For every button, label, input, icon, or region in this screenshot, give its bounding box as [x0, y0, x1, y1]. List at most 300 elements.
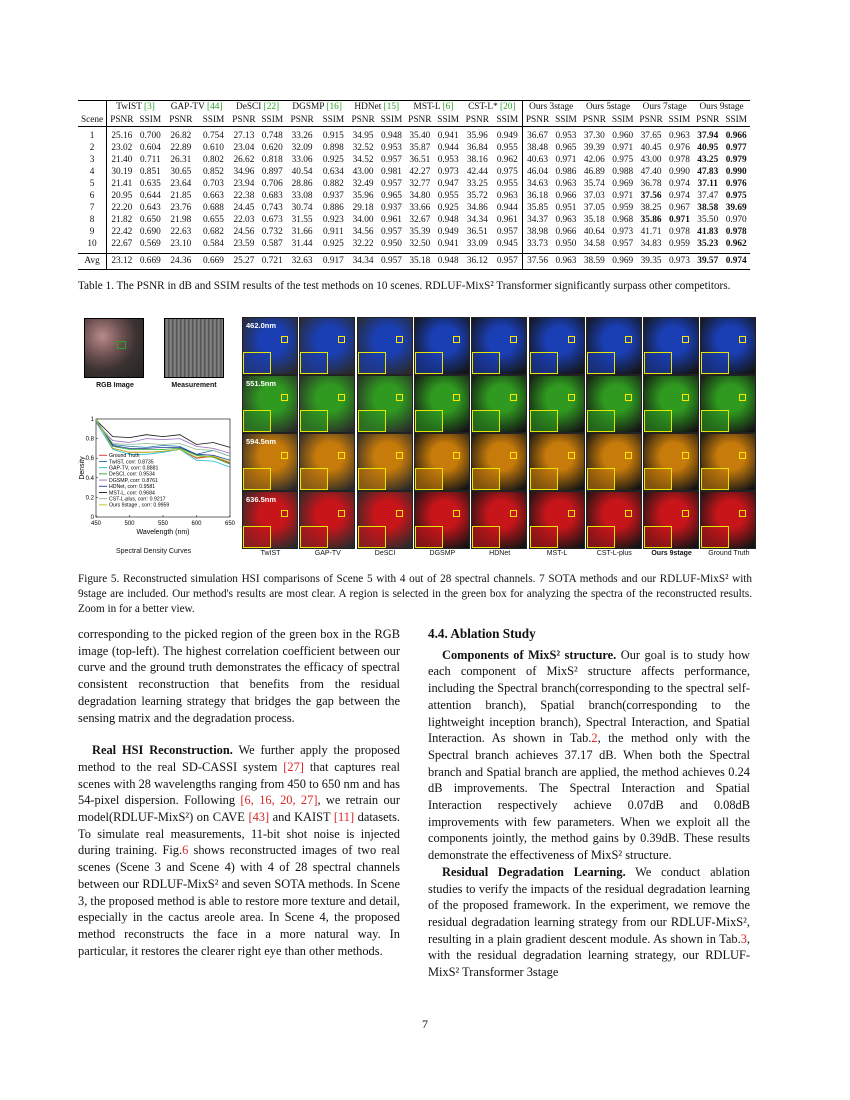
table-cell: 35.86 [640, 214, 662, 225]
table-row [78, 203, 750, 215]
zoom-inset [530, 410, 558, 432]
table-cell: 0.963 [493, 191, 523, 203]
series-line [96, 423, 230, 453]
table-cell: 47.40 [640, 166, 662, 177]
table-cell: 23.59 [233, 238, 255, 249]
region-box [510, 394, 517, 401]
table-cell: 0.711 [140, 154, 161, 165]
zoom-inset [472, 410, 500, 432]
table-cell: 38.25 [640, 202, 662, 213]
right-paragraph-1 [428, 647, 750, 864]
table-cell: 0.898 [322, 142, 344, 153]
scene-cell: 2 [78, 143, 107, 155]
table-row [78, 155, 750, 167]
table-cell: 46.89 [583, 166, 605, 177]
band-label: 551.5nm [246, 379, 277, 388]
x-tick-label: 600 [191, 521, 202, 527]
citation-link[interactable]: [22] [261, 102, 280, 113]
zoom-inset [644, 526, 672, 548]
region-box [453, 336, 460, 343]
table-cell: 46.04 [527, 166, 548, 177]
table-cell: 0.986 [555, 166, 577, 177]
table-cell: 34.63 [527, 178, 548, 189]
table-cell: 0.970 [725, 214, 747, 225]
table-cell: 0.988 [612, 166, 634, 177]
table-link[interactable]: 2 [591, 731, 598, 746]
table-cell: 34.34 [466, 214, 488, 225]
table-cell: 0.953 [437, 154, 459, 165]
table-cell: 0.971 [612, 142, 634, 153]
table-cell: 0.818 [261, 154, 283, 165]
table-cell: 22.67 [111, 238, 133, 249]
reconstruction-image [471, 491, 527, 549]
left-column [78, 626, 400, 959]
table-cell: 0.978 [725, 226, 747, 237]
avg-cell: 38.59 [580, 254, 609, 270]
reconstruction-image [643, 317, 699, 375]
table-cell: 38.48 [527, 142, 548, 153]
legend-entry: MST-L, corr: 0.9684 [109, 490, 155, 497]
table-cell: 34.37 [527, 214, 548, 225]
table-cell: 0.975 [493, 167, 523, 179]
table-cell: 0.569 [139, 238, 161, 249]
table-cell: 38.98 [527, 226, 548, 237]
scene-cell: 9 [78, 227, 107, 239]
method-name: CST-L* [468, 102, 498, 113]
text-span: , the method only with the Spectral branch achieves 37.17 dB. When both the Spectral branch and Spatial branch are applied, the method achieves 0.24 dB improvements. The Spectral Interaction and Spatial Interaction respectively achieve 0.07dB and 0.08dB improvements with few parameters. When we exploit all the components jointly, the method gains by 0.39dB. These results demonstrate the effectiveness of MixS² structure. [428, 731, 750, 863]
table-cell: 0.968 [612, 214, 634, 225]
avg-cell: 0.973 [666, 254, 693, 270]
table-cell: 32.50 [409, 238, 431, 249]
zoom-inset [300, 410, 328, 432]
citation-link[interactable]: [43] [248, 810, 270, 825]
table-cell: 22.89 [170, 142, 192, 153]
citation-link[interactable]: [20] [497, 102, 516, 113]
table-cell: 0.976 [668, 142, 690, 153]
legend-entry: Ours 9stage , corr: 0.9959 [109, 502, 170, 509]
avg-cell: 0.957 [493, 254, 523, 270]
table-cell: 0.620 [261, 142, 283, 153]
region-box [453, 394, 460, 401]
table-cell: 41.71 [640, 226, 662, 237]
table-cell: 0.961 [493, 215, 523, 227]
zoom-inset [243, 410, 271, 432]
zoom-inset [587, 468, 615, 490]
table-cell: 43.00 [352, 166, 374, 177]
psnr-header: PSNR [405, 115, 434, 127]
ssim-header: SSIM [609, 115, 636, 127]
zoom-inset [644, 352, 672, 374]
table-cell: 0.965 [380, 190, 402, 201]
x-axis-label: Wavelength (nm) [136, 529, 190, 536]
scene-cell: 7 [78, 203, 107, 215]
table-cell: 43.25 [697, 154, 719, 165]
psnr-header: PSNR [522, 115, 552, 127]
table-cell: 36.51 [466, 226, 488, 237]
method-name: HDNet [354, 102, 382, 113]
table-cell: 35.50 [697, 214, 719, 225]
table-cell: 33.25 [466, 178, 488, 189]
table-cell: 29.18 [352, 202, 374, 213]
psnr-header: PSNR [348, 115, 377, 127]
table-cell: 0.978 [668, 154, 690, 165]
region-box [739, 336, 746, 343]
reconstruction-image [299, 433, 355, 491]
table-cell: 0.948 [380, 131, 402, 142]
table-cell: 0.851 [139, 166, 161, 177]
table-cell: 37.11 [697, 178, 718, 189]
reconstruction-image [586, 317, 642, 375]
zoom-inset [358, 526, 386, 548]
table-row [78, 239, 750, 254]
region-box [510, 510, 517, 517]
table-cell: 23.10 [170, 238, 192, 249]
table-cell: 0.966 [725, 131, 747, 142]
zoom-inset [358, 410, 386, 432]
table-cell: 0.950 [555, 238, 577, 249]
reconstruction-image [357, 491, 413, 549]
method-label: HDNet [489, 550, 511, 557]
method-label: MST-L [546, 550, 568, 557]
legend-entry: TwIST, corr: 0.8735 [109, 459, 154, 466]
zoom-inset [243, 352, 271, 374]
region-box [739, 510, 746, 517]
band-row [242, 491, 758, 551]
table-cell: 39.69 [725, 202, 747, 213]
table-cell: 32.77 [409, 178, 431, 189]
table-cell: 37.03 [583, 190, 605, 201]
table-cell: 21.98 [170, 214, 192, 225]
table-cell: 42.06 [583, 154, 605, 165]
table-cell: 0.981 [380, 166, 402, 177]
table-cell: 24.56 [233, 226, 255, 237]
figure-link[interactable]: 6 [182, 843, 189, 858]
legend-entry: GAP-TV, corr: 0.8881 [109, 465, 159, 472]
method-label: GAP-TV [314, 550, 341, 557]
citation-link[interactable]: [27] [283, 759, 304, 774]
table-link[interactable]: 3 [740, 931, 747, 946]
table-cell: 37.30 [583, 131, 605, 142]
zoom-inset [472, 468, 500, 490]
table-cell: 22.20 [111, 202, 133, 213]
reconstruction-image [643, 491, 699, 549]
table-cell: 30.74 [291, 202, 313, 213]
region-box [453, 510, 460, 517]
table-cell: 34.83 [640, 238, 662, 249]
table-cell: 40.64 [583, 226, 605, 237]
region-box [568, 336, 575, 343]
method-label: DeSCI [374, 550, 396, 557]
table-cell: 40.54 [291, 166, 313, 177]
left-paragraph-1: corresponding to the picked region of the green box in the RGB image (top-left). The highest correlation coefficient between our curve and the ground truth demonstrates the efficacy of spectral consistent reconstruction that benefits from the residual degradation learning strategy that bridges the gap between the sensing matrix and the degradation process. [78, 627, 400, 725]
table-cell: 41.83 [697, 226, 719, 237]
method-header [229, 101, 286, 115]
table-cell: 35.74 [583, 178, 605, 189]
reconstruction-image [643, 433, 699, 491]
table-cell: 47.83 [697, 166, 719, 177]
reconstruction-image [700, 433, 756, 491]
citation-link[interactable]: [6, 16, 20, 27] [240, 793, 318, 808]
method-header [636, 101, 693, 115]
table-cell: 0.990 [725, 166, 747, 177]
citation-link[interactable]: [6] [440, 102, 454, 113]
method-header [693, 101, 750, 115]
table-cell: 0.955 [493, 143, 523, 155]
region-box [396, 336, 403, 343]
reconstruction-image [414, 491, 470, 549]
avg-cell: 23.12 [107, 254, 137, 270]
region-box [739, 452, 746, 459]
table-cell: 0.959 [668, 238, 690, 249]
citation-link[interactable]: [15] [381, 102, 400, 113]
avg-cell: 0.957 [378, 254, 405, 270]
reconstruction-image [529, 433, 585, 491]
zoom-inset [415, 468, 443, 490]
table-cell: 0.673 [261, 214, 283, 225]
psnr-header: PSNR [580, 115, 609, 127]
citation-link[interactable]: [44] [204, 102, 223, 113]
table-cell: 21.85 [170, 190, 192, 201]
table-cell: 0.852 [203, 166, 224, 177]
method-name: GAP-TV [170, 102, 205, 113]
table-cell: 0.957 [380, 178, 402, 189]
table-cell: 0.925 [322, 238, 344, 249]
table-cell: 0.732 [261, 226, 283, 237]
table-cell: 0.604 [139, 142, 161, 153]
table-cell: 0.971 [555, 154, 577, 165]
table-cell: 0.941 [437, 131, 459, 142]
table-cell: 37.47 [697, 190, 719, 201]
avg-cell: 36.12 [462, 254, 493, 270]
reconstruction-image [242, 375, 298, 433]
method-name: DGSMP [292, 102, 325, 113]
table-cell: 37.65 [640, 131, 662, 142]
legend-entry: DeSCI, corr: 0.9534 [109, 471, 155, 478]
region-box [568, 394, 575, 401]
table-cell: 0.925 [437, 202, 459, 213]
reconstruction-image [299, 491, 355, 549]
green-region-box [117, 341, 126, 349]
table-cell: 40.45 [640, 142, 662, 153]
region-box [281, 510, 288, 517]
text-span: that captures real scenes with 28 wavelengths ranging from 450 to 650 nm and has 54-pixel dispersion. Following [78, 759, 400, 808]
reconstruction-image [242, 433, 298, 491]
table-cell: 33.06 [291, 154, 313, 165]
table-cell: 0.953 [555, 131, 577, 142]
table-row [78, 143, 750, 155]
region-box [453, 452, 460, 459]
zoom-inset [530, 352, 558, 374]
zoom-inset [472, 352, 500, 374]
right-column [428, 626, 750, 981]
table-cell: 0.973 [437, 166, 459, 177]
header-corner [78, 101, 107, 115]
avg-cell: 35.18 [405, 254, 434, 270]
real-hsi-heading: Real HSI Reconstruction. [92, 743, 233, 758]
table-cell: 0.802 [203, 154, 224, 165]
zoom-inset [701, 526, 729, 548]
method-label: Ours 9stage [651, 550, 692, 557]
ssim-header: SSIM [318, 115, 348, 127]
table-cell: 0.945 [493, 239, 523, 254]
table-cell: 25.16 [111, 131, 133, 142]
table-cell: 0.634 [322, 166, 344, 177]
table-cell: 36.51 [409, 154, 431, 165]
avg-cell: 0.974 [722, 254, 750, 270]
scene-cell: 4 [78, 167, 107, 179]
text-span: and KAIST [269, 810, 334, 825]
table-header-methods [78, 101, 750, 115]
header-scene: Scene [78, 115, 107, 127]
y-tick-label: 0 [90, 515, 94, 521]
left-paragraph-2 [78, 742, 400, 959]
table-cell: 0.976 [725, 178, 747, 189]
table-cell: 0.955 [493, 179, 523, 191]
band-label: 636.5nm [246, 495, 277, 504]
table-row [78, 127, 750, 143]
table-cell: 34.00 [352, 214, 374, 225]
table-cell: 37.05 [583, 202, 605, 213]
reconstruction-image [357, 375, 413, 433]
method-header [580, 101, 637, 115]
table-cell: 31.55 [291, 214, 313, 225]
y-axis-label: Density [79, 456, 86, 480]
table-cell: 0.587 [261, 238, 283, 249]
table-cell: 35.18 [583, 214, 605, 225]
table-cell: 38.16 [466, 154, 488, 165]
reconstruction-image [529, 375, 585, 433]
region-box [739, 394, 746, 401]
table-cell: 34.56 [352, 226, 374, 237]
ssim-header: SSIM [198, 115, 230, 127]
table-cell: 32.49 [352, 178, 374, 189]
table-cell: 0.961 [380, 214, 402, 225]
y-tick-label: 0.2 [85, 495, 94, 502]
table-cell: 31.44 [291, 238, 313, 249]
legend-entry: Ground Truth [109, 453, 140, 460]
x-tick-label: 450 [90, 521, 102, 527]
region-box [396, 394, 403, 401]
table-cell: 0.957 [493, 227, 523, 239]
zoom-inset [358, 352, 386, 374]
zoom-inset [701, 468, 729, 490]
avg-cell: 39.35 [636, 254, 665, 270]
table-cell: 0.688 [203, 202, 224, 213]
method-header [522, 101, 579, 115]
table-cell: 0.963 [668, 131, 690, 142]
table-cell: 24.45 [233, 202, 255, 213]
table-cell: 0.969 [612, 178, 634, 189]
citation-link[interactable]: [3] [141, 102, 155, 113]
reconstruction-image [700, 491, 756, 549]
table-caption: Table 1. The PSNR in dB and SSIM results of the test methods on 10 scenes. RDLUF-MixS² Transformer significantly surpass other competitors. [78, 280, 731, 292]
table-cell: 0.584 [203, 238, 224, 249]
table-cell: 33.08 [291, 190, 313, 201]
table-cell: 33.66 [409, 202, 431, 213]
table-cell: 33.73 [527, 238, 548, 249]
ssim-header: SSIM [552, 115, 579, 127]
text-span: We conduct ablation studies to verify the impacts of the residual degradation learning of the proposed framework. In the experiment, we remove the residual degradation learning strategy from our RDLUF-MixS², resulting in a plain gradient descent module. As shown in Tab. [428, 864, 750, 946]
table-cell: 35.72 [466, 190, 488, 201]
table-cell: 35.87 [409, 142, 431, 153]
table-cell: 0.962 [725, 238, 747, 249]
zoom-inset [644, 410, 672, 432]
avg-cell: 34.34 [348, 254, 377, 270]
table-cell: 23.94 [233, 178, 255, 189]
table-cell: 38.58 [697, 202, 719, 213]
zoom-inset [300, 352, 328, 374]
zoom-inset [701, 410, 729, 432]
table-cell: 32.67 [409, 214, 431, 225]
table-cell: 0.963 [555, 214, 577, 225]
reconstruction-image [414, 317, 470, 375]
table-cell: 0.683 [261, 190, 283, 201]
avg-cell: 0.948 [434, 254, 461, 270]
table-cell: 35.23 [697, 238, 719, 249]
avg-cell: 0.669 [137, 254, 164, 270]
citation-link[interactable]: [11] [333, 810, 355, 825]
table-cell: 0.915 [322, 131, 344, 142]
reconstruction-image [414, 433, 470, 491]
measurement-label: Measurement [171, 382, 217, 389]
method-header [405, 101, 462, 115]
region-box [510, 452, 517, 459]
zoom-inset [415, 352, 443, 374]
table-cell: 40.63 [527, 154, 548, 165]
text-span: datasets. To simulate real measurements, 11-bit shot noise is injected during training. Fig. [78, 810, 400, 858]
method-name: Ours 3stage [529, 102, 574, 113]
table-cell: 0.748 [261, 131, 283, 142]
table-cell: 0.966 [555, 190, 577, 201]
scene-cell: 10 [78, 239, 107, 254]
legend-entry: CST-L-plus, corr: 0.9217 [109, 496, 166, 503]
table-cell: 32.52 [352, 142, 374, 153]
ssim-header: SSIM [722, 115, 750, 127]
y-tick-label: 1 [90, 417, 94, 423]
table-cell: 39.39 [583, 142, 605, 153]
table-cell: 22.03 [233, 214, 255, 225]
table-cell: 0.971 [668, 214, 690, 225]
table-cell: 42.27 [409, 166, 431, 177]
zoom-inset [300, 468, 328, 490]
table-cell: 0.911 [323, 226, 344, 237]
method-header [462, 101, 522, 115]
x-tick-label: 650 [224, 521, 236, 527]
reconstruction-image [586, 433, 642, 491]
figure-5 [78, 315, 758, 565]
table-cell: 0.973 [612, 226, 634, 237]
table-cell: 0.941 [437, 238, 459, 249]
method-label: CST-L-plus [596, 550, 632, 557]
components-heading: Components of MixS² structure. [442, 647, 617, 662]
band-row [242, 317, 758, 377]
table-cell: 0.886 [322, 202, 344, 213]
avg-cell: 37.56 [522, 254, 552, 270]
region-box [510, 336, 517, 343]
citation-link[interactable]: [16] [324, 102, 342, 113]
region-box [281, 452, 288, 459]
table-cell: 0.706 [261, 178, 283, 189]
measurement-thumb [164, 318, 224, 378]
table-cell: 0.949 [493, 127, 523, 143]
table-cell: 26.31 [170, 154, 192, 165]
scene-cell: 1 [78, 127, 107, 143]
text-span: shows reconstructed images of two real scenes (Scene 3 and Scene 4) with 4 of 28 spectral channels between our RDLUF-MixS² and seven SOTA methods. In Scene 3, the proposed method is able to restore more texture and detail, especially in the cactus areole area. In Scene 4, the proposed method reconstructs the face in a more natural way. In particular, it restores the clearer right eye than other methods. [78, 843, 400, 958]
method-name: MST-L [413, 102, 441, 113]
table-cell: 32.22 [352, 238, 374, 249]
section-heading: 4.4. Ablation Study [428, 626, 536, 641]
table-row [78, 215, 750, 227]
